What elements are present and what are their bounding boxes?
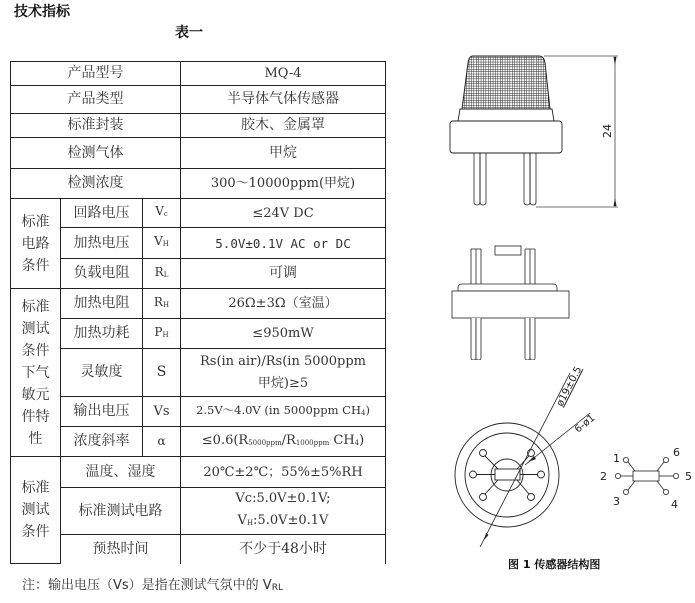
param-value [181, 488, 386, 535]
pin-label-1: 1 [613, 452, 620, 465]
table-row [11, 259, 386, 289]
param-symbol: $R_H$ [143, 289, 181, 319]
group-label-circuit [11, 199, 61, 289]
param-name: 加热功耗 [61, 319, 143, 349]
spec-table [10, 61, 386, 564]
section-heading: 技术指标 [14, 4, 70, 20]
param-name: 浓度斜率 [61, 427, 143, 457]
group-label-text: 标准测试条件 [21, 480, 50, 540]
param-name: 回路电压 [61, 199, 143, 228]
row-value: 半导体气体传感器 [181, 86, 386, 114]
param-symbol: $R_L$ [143, 259, 181, 289]
param-name: 标准测试电路 [61, 488, 181, 535]
param-name: 温度、湿度 [61, 457, 181, 488]
table-row [11, 457, 386, 488]
table-title: 表一 [175, 25, 203, 41]
param-symbol: $P_H$ [143, 319, 181, 349]
param-value: 26Ω±3Ω（室温） [181, 289, 386, 319]
param-symbol: α [143, 427, 181, 457]
param-name: 灵敏度 [61, 349, 143, 397]
table-row [11, 199, 386, 228]
row-value: 300～10000ppm(甲烷) [181, 169, 386, 199]
row-label: 检测气体 [11, 138, 181, 169]
row-label: 产品型号 [11, 62, 181, 86]
pin-label-2: 2 [600, 470, 607, 483]
table-row [11, 62, 386, 86]
group-label-element [11, 289, 61, 457]
param-value: ≤24V DC [181, 199, 386, 228]
pin-label-5: 5 [685, 470, 692, 483]
table-row [11, 114, 386, 138]
param-value-line1: Rs(in air)/Rs(in 5000ppm [199, 353, 367, 369]
pin-layout-schematic [595, 440, 695, 525]
row-label: 标准封装 [11, 114, 181, 138]
param-value: $\le 0.6(R_{5000ppm}/R_{1000ppm}$ $CH_4$) [181, 427, 386, 457]
group-label-text: 标准测试条件下气敏元件特性 [21, 298, 50, 447]
param-name: 加热电阻 [61, 289, 143, 319]
table-row [11, 488, 386, 535]
param-value-line2: 甲烷)≥5 [257, 375, 309, 391]
param-value: ≤950mW [181, 319, 386, 349]
param-symbol: $V_c$ [143, 199, 181, 228]
table-row [11, 228, 386, 259]
param-value: 2.5V～4.0V (in 5000ppm $CH_4$) [181, 397, 386, 427]
figure-caption: 图 1 传感器结构图 [508, 558, 601, 571]
table-row [11, 138, 386, 169]
param-symbol: Vs [143, 397, 181, 427]
pin-label-3: 3 [613, 495, 620, 508]
sensor-bottom-view-drawing [440, 355, 610, 555]
param-symbol: $V_H$ [143, 228, 181, 259]
row-value: MQ-4 [181, 62, 386, 86]
table-row [11, 349, 386, 397]
row-value: 甲烷 [181, 138, 386, 169]
sensor-side-view-drawing [440, 45, 660, 225]
param-name: 负载电阻 [61, 259, 143, 289]
table-row [11, 427, 386, 457]
row-label: 产品类型 [11, 86, 181, 114]
table-row [11, 86, 386, 114]
param-value [181, 349, 386, 397]
pin-label-6: 6 [673, 446, 680, 459]
pin-label-4: 4 [671, 498, 678, 511]
param-name: 预热时间 [61, 535, 181, 564]
diameter-dimension-label: ø19±0.5 [554, 364, 585, 409]
height-dimension-label: 24 [601, 124, 614, 138]
table-row [11, 535, 386, 564]
table-row [11, 289, 386, 319]
param-value: 可调 [181, 259, 386, 289]
param-name: 输出电压 [61, 397, 143, 427]
param-name: 加热电压 [61, 228, 143, 259]
group-label-text: 标准电路条件 [21, 213, 50, 274]
param-value: 20℃±2℃；55%±5%RH [181, 457, 386, 488]
param-value: 5.0V±0.1V AC or DC [181, 228, 386, 259]
footnote: 注：输出电压（Vs）是指在测试气氛中的 $V_{RL}$ [22, 578, 283, 593]
param-value-line1: Vc:5.0V±0.1V; [235, 491, 331, 506]
param-value: 不少于48小时 [181, 535, 386, 564]
table-row [11, 169, 386, 199]
param-value-line2: $V_H:5.0V\pm 0.1V$ [237, 513, 329, 528]
group-label-test [11, 457, 61, 564]
row-label: 检测浓度 [11, 169, 181, 199]
row-value: 胶木、金属罩 [181, 114, 386, 138]
table-row [11, 319, 386, 349]
sensor-bottom-side-drawing [445, 240, 575, 360]
table-row [11, 397, 386, 427]
param-symbol: S [143, 349, 181, 397]
pin-dimension-label: 6-ø1 [572, 412, 598, 436]
